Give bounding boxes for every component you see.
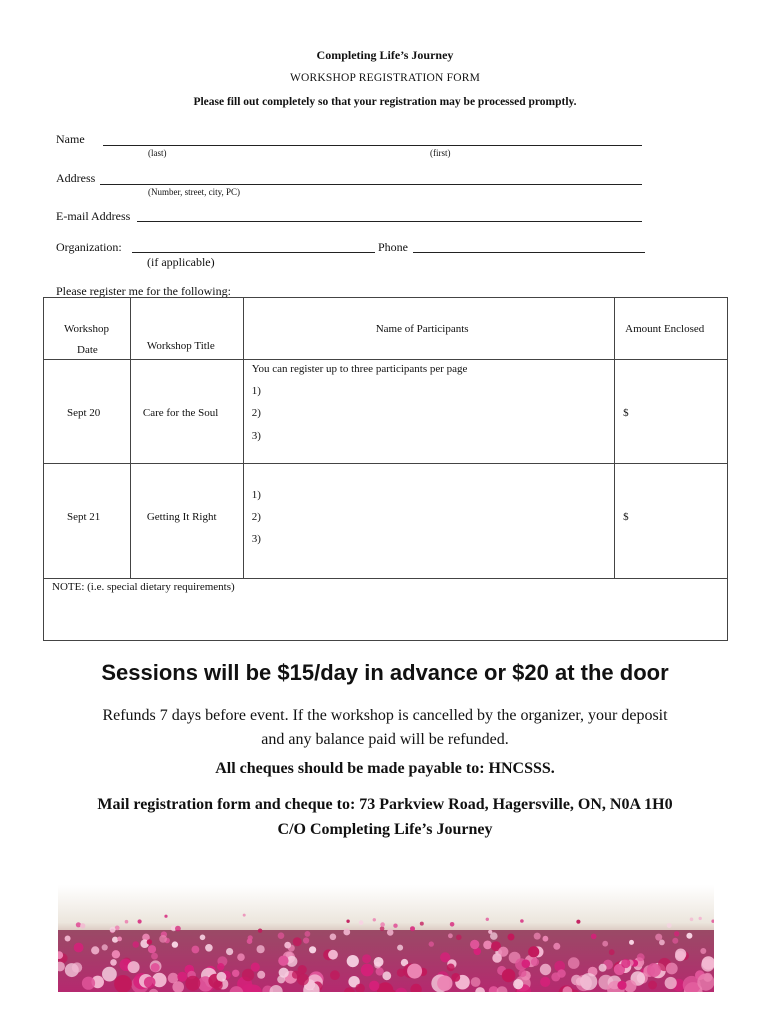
flower-bloom	[257, 945, 265, 953]
flower-bloom	[102, 944, 108, 950]
row1-participant-1[interactable]: 1)	[251, 385, 261, 397]
flower-bloom	[330, 970, 340, 980]
flower-bloom	[114, 975, 132, 992]
flower-bloom	[361, 964, 374, 977]
flower-bloom	[251, 963, 260, 972]
flower-bloom	[151, 953, 158, 960]
participants-note: You can register up to three participants per page	[251, 363, 468, 375]
header-date-line1: Workshop	[64, 323, 109, 335]
flower-bloom	[531, 958, 539, 966]
flower-bloom	[697, 974, 714, 991]
flower-bloom	[175, 926, 181, 932]
flower-bloom	[410, 926, 415, 931]
organization-label: Organization:	[56, 240, 122, 254]
flower-bloom	[429, 941, 434, 946]
flower-bloom	[144, 977, 156, 989]
table-row	[44, 360, 728, 464]
cheques-payable: All cheques should be made payable to: HNCSSS.	[215, 760, 555, 777]
flower-bloom	[172, 941, 178, 947]
flower-bloom	[456, 935, 462, 941]
sessions-pricing: Sessions will be $15/day in advance or $20 at the door	[101, 660, 669, 685]
flower-bloom	[543, 936, 549, 942]
flower-bloom	[617, 981, 626, 990]
row1-title: Care for the Soul	[142, 407, 219, 419]
note-row	[44, 579, 728, 641]
flower-bloom	[591, 934, 597, 940]
flower-bloom	[397, 969, 405, 977]
flower-bloom	[293, 937, 302, 946]
flower-bloom	[82, 977, 95, 990]
flower-bloom	[486, 918, 489, 921]
flower-bloom	[387, 929, 394, 936]
flower-bloom	[278, 932, 285, 939]
flower-bloom	[380, 926, 385, 931]
flower-bloom	[700, 948, 706, 954]
flower-bloom	[557, 969, 566, 978]
flower-bloom	[72, 962, 82, 972]
refund-line-1: Refunds 7 days before event. If the workshop is cancelled by the organizer, your deposit	[102, 707, 668, 724]
flower-bloom	[483, 941, 492, 950]
table-header-row	[44, 298, 728, 360]
organization-hint: (if applicable)	[147, 255, 215, 269]
table-row	[44, 464, 728, 579]
flower-bloom	[74, 943, 84, 953]
flower-bloom	[666, 963, 678, 975]
flower-bloom	[133, 941, 140, 948]
phone-label: Phone	[378, 240, 408, 254]
flower-bloom	[91, 946, 99, 954]
flower-bloom	[159, 935, 167, 943]
row2-amount-cell[interactable]	[615, 464, 728, 579]
mail-line-1: Mail registration form and cheque to: 73 Parkview Road, Hagersville, ON, N0A 1H0	[97, 796, 673, 813]
flower-bloom	[407, 964, 422, 979]
row1-participant-3[interactable]: 3)	[251, 430, 261, 442]
flower-bloom	[374, 957, 384, 967]
row2-title-cell	[130, 464, 243, 579]
phone-field[interactable]	[413, 252, 645, 253]
note-label: NOTE: (i.e. special dietary requirements)	[52, 581, 235, 593]
flower-bloom	[568, 957, 580, 969]
flower-bloom	[665, 977, 677, 989]
mail-line-2: C/O Completing Life’s Journey	[277, 821, 493, 838]
flower-bloom	[369, 981, 379, 991]
flower-bloom	[346, 920, 349, 923]
flower-bloom	[343, 929, 350, 936]
flower-bloom	[437, 976, 452, 991]
row1-participant-2[interactable]: 2)	[251, 407, 261, 419]
flower-bloom	[200, 935, 206, 941]
flower-bloom	[112, 950, 120, 958]
flower-bloom	[508, 934, 515, 941]
flower-bloom	[490, 932, 498, 940]
flower-bloom	[147, 939, 152, 944]
flower-bloom	[217, 963, 224, 970]
flower-bloom	[440, 952, 450, 962]
header-participants-cell	[243, 298, 614, 360]
flower-bloom	[237, 953, 245, 961]
flower-bloom	[553, 943, 560, 950]
flower-bloom	[112, 937, 118, 943]
row1-title-cell	[130, 360, 243, 464]
org-title: Completing Life’s Journey	[316, 48, 454, 62]
row2-title: Getting It Right	[146, 511, 217, 523]
flower-bloom	[675, 951, 685, 961]
flower-bloom	[576, 920, 580, 924]
organization-field[interactable]	[132, 252, 375, 253]
address-label: Address	[56, 171, 96, 185]
flower-bloom	[540, 964, 551, 975]
header-title: Workshop Title	[146, 340, 215, 352]
refund-policy	[0, 704, 770, 752]
register-prompt: Please register me for the following:	[56, 284, 231, 298]
flower-bloom	[213, 981, 223, 991]
flower-bloom	[298, 965, 307, 974]
flower-bloom	[393, 924, 397, 928]
row2-date-cell	[44, 464, 131, 579]
row2-participant-3[interactable]: 3)	[251, 533, 261, 545]
flower-bloom	[226, 948, 233, 955]
flower-bloom	[232, 970, 239, 977]
flower-bloom	[637, 953, 645, 961]
flower-field-image	[58, 885, 714, 992]
flower-bloom	[164, 915, 167, 918]
flower-bloom	[397, 945, 403, 951]
flower-bloom	[185, 976, 200, 991]
flower-bloom	[102, 967, 117, 982]
row1-amount: $	[623, 407, 629, 419]
flower-bloom	[277, 975, 285, 983]
form-title: WORKSHOP REGISTRATION FORM	[289, 72, 481, 84]
flower-bloom	[522, 959, 531, 968]
flower-bloom	[699, 917, 702, 920]
address-field[interactable]	[100, 184, 642, 185]
flower-bloom	[303, 937, 309, 943]
mail-instructions	[0, 792, 770, 842]
flower-bloom	[686, 933, 692, 939]
flower-bloom	[151, 963, 160, 972]
flower-bloom	[672, 938, 678, 944]
flower-bloom	[380, 922, 385, 927]
flower-bloom	[148, 945, 156, 953]
header-date-line2: Date	[77, 344, 98, 356]
flower-bloom	[520, 919, 524, 923]
flower-bloom	[110, 959, 117, 966]
row2-participant-1[interactable]: 1)	[251, 489, 261, 501]
flower-bloom	[576, 977, 584, 985]
flower-bloom	[376, 967, 384, 975]
flower-bloom	[138, 919, 142, 923]
header-amount: Amount Enclosed	[625, 323, 705, 335]
flower-bloom	[117, 937, 122, 942]
flower-bloom	[177, 972, 187, 982]
flower-bloom	[192, 946, 200, 954]
name-label: Name	[56, 132, 85, 146]
row1-date-cell	[44, 360, 131, 464]
refund-line-2: and any balance paid will be refunded.	[261, 731, 509, 748]
flower-bloom	[80, 923, 85, 928]
flower-bloom	[629, 940, 634, 945]
flower-bloom	[420, 922, 424, 926]
email-field[interactable]	[137, 221, 642, 222]
flower-bloom	[359, 920, 364, 925]
flower-bloom	[492, 953, 502, 963]
name-field[interactable]	[103, 145, 642, 146]
flower-bloom	[655, 934, 662, 941]
flower-bloom	[447, 964, 455, 972]
flower-bloom	[519, 969, 527, 977]
flower-bloom	[528, 946, 539, 957]
flower-bloom	[648, 981, 657, 990]
flower-bloom	[667, 923, 672, 928]
flower-bloom	[647, 963, 661, 977]
flower-bloom	[382, 971, 391, 980]
name-first-hint: (first)	[430, 148, 451, 158]
flower-bloom	[257, 971, 265, 979]
flower-bloom	[278, 956, 288, 966]
flower-bloom	[502, 969, 516, 983]
flower-bloom	[284, 942, 291, 949]
row2-participants-cell[interactable]	[243, 464, 614, 579]
flower-bloom	[217, 972, 227, 982]
row1-participants-cell[interactable]	[243, 360, 614, 464]
flower-bloom	[451, 973, 460, 982]
name-last-hint: (last)	[148, 148, 167, 158]
flower-bloom	[309, 946, 316, 953]
flower-bloom	[243, 914, 246, 917]
flower-bloom	[347, 955, 359, 967]
flower-bloom	[305, 931, 311, 937]
flower-bloom	[65, 936, 71, 942]
flower-bloom	[621, 959, 630, 968]
flower-bloom	[602, 941, 608, 947]
flower-bloom	[674, 931, 679, 936]
flower-bloom	[471, 977, 481, 987]
flower-bloom	[534, 933, 541, 940]
flower-bloom	[470, 940, 479, 949]
flower-bloom	[328, 950, 338, 960]
flower-bloom	[373, 918, 376, 921]
email-label: E-mail Address	[56, 209, 131, 223]
row2-date: Sept 21	[67, 511, 101, 523]
flower-bloom	[247, 938, 253, 944]
flower-bloom	[330, 934, 337, 941]
address-hint: (Number, street, city, PC)	[148, 187, 241, 197]
flower-bloom	[690, 918, 694, 922]
flower-bloom	[110, 927, 116, 933]
header-amount-cell	[615, 298, 728, 360]
flower-bloom	[362, 954, 371, 963]
flower-bloom	[258, 929, 262, 933]
header-date-cell	[44, 298, 131, 360]
row1-date: Sept 20	[67, 407, 101, 419]
form-instructions: Please fill out completely so that your registration may be processed promptly.	[193, 96, 577, 108]
row2-participant-2[interactable]: 2)	[251, 511, 261, 523]
flower-bloom	[125, 920, 129, 924]
flower-bloom	[540, 977, 550, 987]
flower-bloom	[448, 933, 453, 938]
header-participants: Name of Participants	[375, 323, 469, 335]
flower-bloom	[205, 944, 213, 952]
flower-bloom	[609, 949, 615, 955]
note-cell[interactable]	[44, 579, 728, 641]
row1-amount-cell[interactable]	[615, 360, 728, 464]
flower-bloom	[513, 979, 523, 989]
flower-bloom	[128, 961, 140, 973]
flower-bloom	[450, 922, 455, 927]
header-title-cell	[130, 298, 243, 360]
row2-amount: $	[623, 511, 629, 523]
flower-bloom	[599, 964, 607, 972]
registration-table	[43, 297, 728, 641]
